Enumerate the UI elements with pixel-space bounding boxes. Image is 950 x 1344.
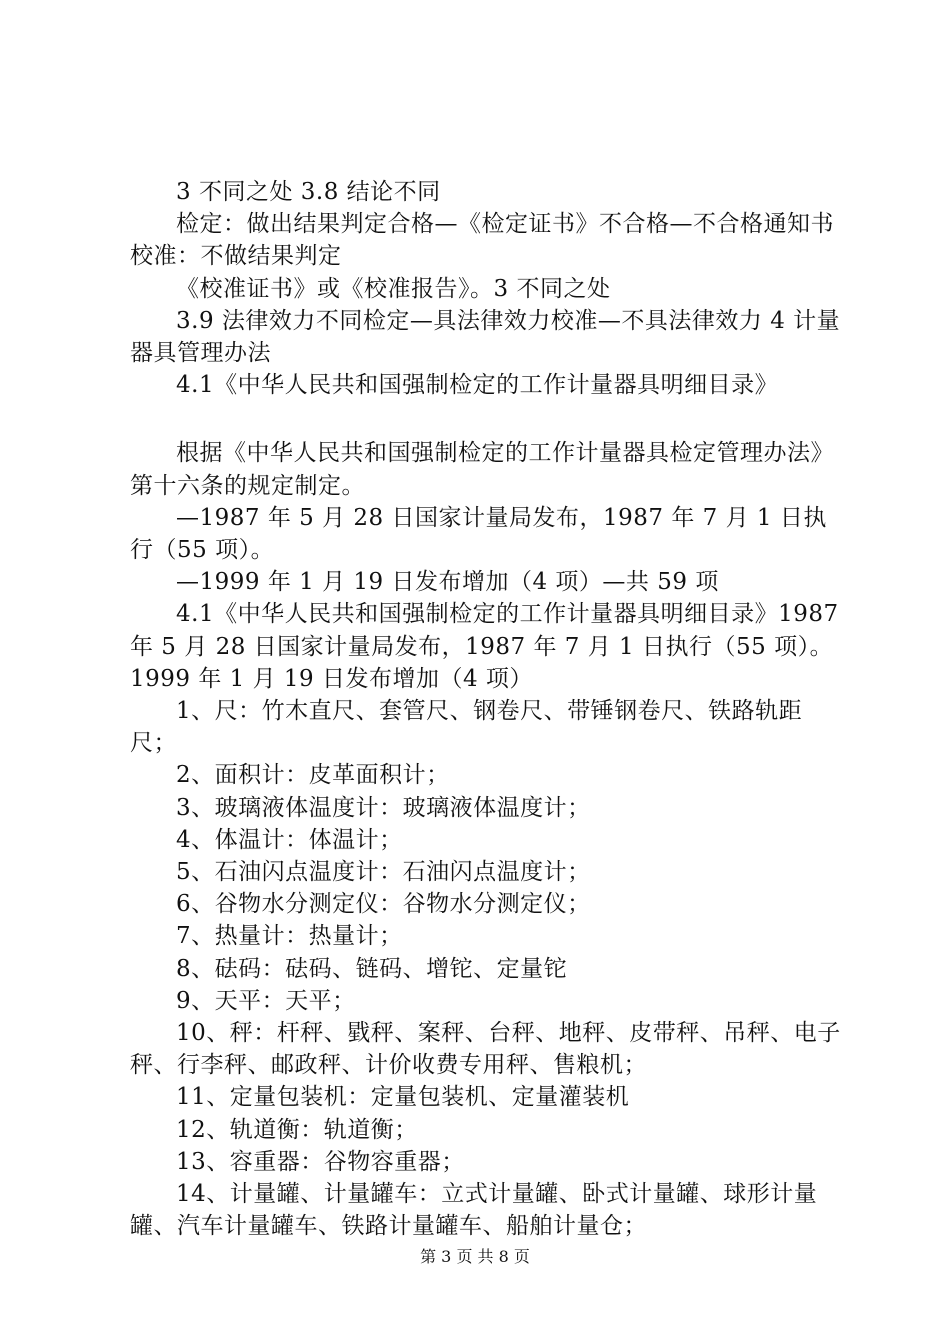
page-number-label: 第 3 页 共 8 页 <box>420 1247 530 1266</box>
list-item: 1、尺：竹木直尺、套管尺、钢卷尺、带锤钢卷尺、铁路轨距尺； <box>130 698 803 757</box>
list-item: 11、定量包装机：定量包装机、定量灌装机 <box>176 1084 630 1111</box>
list-item: 13、容重器：谷物容重器； <box>176 1148 465 1175</box>
paragraph: 根据《中华人民共和国强制检定的工作计量器具检定管理办法》第十六条的规定制定。 <box>130 440 834 499</box>
list-item: 10、秤：杆秤、戥秤、案秤、台秤、地秤、皮带秤、吊秤、电子秤、行李秤、邮政秤、计价收费专用秤、售粮机； <box>130 1020 841 1079</box>
list-item: 8、砝码：砝码、链码、增铊、定量铊 <box>176 955 568 982</box>
paragraph: —1999 年 1 月 19 日发布增加（4 项）—共 59 项 <box>176 569 719 596</box>
paragraph: 3.9 法律效力不同检定—具法律效力校准—不具法律效力 4 计量器具管理办法 <box>130 307 841 367</box>
paragraph: 4.1《中华人民共和国强制检定的工作计量器具明细目录》1987 年 5 月 28 日国家计量局发布，1987 年 7 月 1 日执行（55 项）。1999 年 1 月 19 日发布增加（4 项） <box>130 601 839 692</box>
paragraph: 检定：做出结果判定合格—《检定证书》不合格—不合格通知书校准：不做结果判定 <box>130 211 834 270</box>
list-item: 4、体温计：体温计； <box>176 826 403 853</box>
paragraph: —1987 年 5 月 28 日国家计量局发布，1987 年 7 月 1 日执行（55 项）。 <box>130 504 827 564</box>
list-item: 2、面积计：皮革面积计； <box>176 762 450 789</box>
list-item: 12、轨道衡：轨道衡； <box>176 1116 418 1143</box>
document-body <box>130 176 842 1243</box>
list-item: 14、计量罐、计量罐车：立式计量罐、卧式计量罐、球形计量罐、汽车计量罐车、铁路计量罐车、船舶计量仓； <box>130 1181 818 1240</box>
paragraph: 4.1《中华人民共和国强制检定的工作计量器具明细目录》 <box>176 372 779 399</box>
list-item: 7、热量计：热量计； <box>176 923 403 950</box>
paragraph: 3 不同之处 3.8 结论不同 <box>176 179 441 205</box>
list-item: 5、石油闪点温度计：石油闪点温度计； <box>176 859 591 886</box>
list-item: 9、天平：天平； <box>176 987 356 1014</box>
list-item: 6、谷物水分测定仪：谷物水分测定仪； <box>176 891 591 918</box>
paragraph: 《校准证书》或《校准报告》。3 不同之处 <box>176 275 611 302</box>
list-item: 3、玻璃液体温度计：玻璃液体温度计； <box>176 794 591 821</box>
page-footer <box>0 1244 950 1267</box>
